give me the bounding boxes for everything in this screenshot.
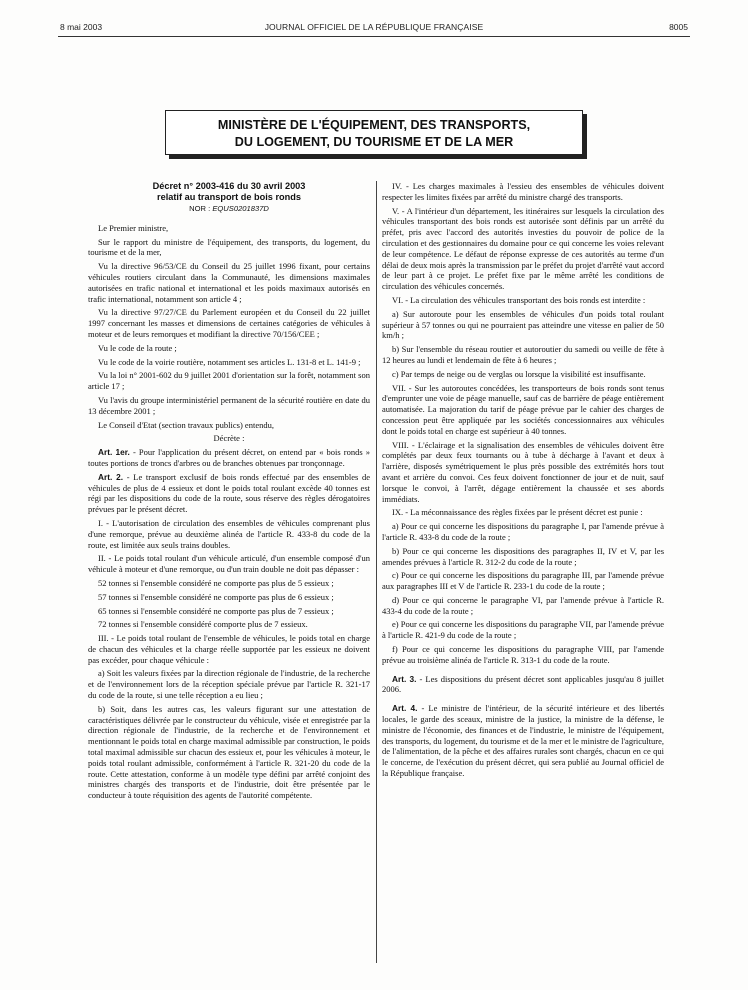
decree-title-line-1: Décret n° 2003-416 du 30 avril 2003 [152, 181, 306, 191]
preamble-paragraph: Vu le code de la route ; [98, 342, 177, 353]
article-2-paragraph: b) Pour ce qui concerne les dispositions des paragraphes II, IV et V, par les amendes prévues à l'article R. 312-2 du code de la route ; [382, 545, 664, 567]
preamble-paragraph: Vu l'avis du groupe interministériel permanent de la sécurité routière en date du 13 décembre 2001 ; [88, 394, 370, 416]
article-2-paragraph: d) Pour ce qui concerne le paragraphe VI, par l'amende prévue à l'article R. 433-4 du code de la route ; [382, 594, 664, 616]
header-rule [58, 36, 690, 37]
article-2-paragraph: a) Soit les valeurs fixées par la direction régionale de l'industrie, de la recherche et de l'environnement lors de la réception spéciale prévue par l'article R. 321-17 du code de la route, si une telle réception a eu lieu ; [88, 668, 370, 701]
article-2-label: Art. 2. [98, 471, 124, 482]
article-2-paragraph: c) Pour ce qui concerne les dispositions du paragraphe III, par l'amende prévue aux paragraphes III et V de l'article R. 233-1 du code de la route ; [382, 570, 664, 592]
preamble-paragraph: Sur le rapport du ministre de l'équipement, des transports, du logement, du tourisme et de la mer, [88, 236, 370, 258]
article-2-paragraph: 72 tonnes si l'ensemble considéré comporte plus de 7 essieux. [98, 619, 308, 630]
article-2-paragraph: VIII. - L'éclairage et la signalisation des ensembles de véhicules doivent être complétés par deux feux tournants ou à tube à décharge à l'avant et deux à l'arrière, disposés symétriquement le plus près possible des extrémités hors tout avant et arrière du convoi. Ces feux doivent fonctionner de jour et de nuit, sauf lorsque le convoi, à l'arrêt, dégage entièrement la chaussée et ses abords immédiats. [382, 439, 664, 504]
article-4-text: - Le ministre de l'intérieur, de la sécurité intérieure et des libertés locales, le garde des sceaux, ministre de la justice, la ministre de la défense, le ministre de l'économie, des finances et de l'industrie, le ministre de l'équipement, des transports, du logement, du tourisme et de la mer et le ministre de l'agriculture, de l'alimentation, de la pêche et des affaires rurales sont chargés, chacun en ce qui le concerne, de l'exécution du présent décret, qui sera publié au Journal officiel de la République française. [382, 703, 665, 779]
article-2-paragraph: 52 tonnes si l'ensemble considéré ne comporte pas plus de 5 essieux ; [98, 577, 334, 588]
article-2-paragraph: 65 tonnes si l'ensemble considéré ne comporte pas plus de 7 essieux ; [98, 605, 334, 616]
decree-title [88, 181, 370, 203]
article-2-paragraph: VII. - Sur les autoroutes concédées, les transporteurs de bois ronds sont tenus d'emprunter une voie de péage manuelle, sauf cas de barrière de péage entièrement automatisée. La majoration du tarif de péage prévue par le cahier des charges de concession peut être appliquée par les sociétés concessionnaires aux véhicules dont le poids total en charge est supérieur à 40 tonnes. [382, 382, 664, 436]
preamble-paragraph: Vu la directive 96/53/CE du Conseil du 25 juillet 1996 fixant, pour certains véhicules routiers circulant dans la Communauté, les dimensions maximales autorisées en trafic national et international et les poids maximaux autorisés en trafic international, notamment son article 4 ; [88, 261, 370, 304]
article-1-text: - Pour l'application du présent décret, on entend par « bois ronds » toutes portions de troncs d'arbres ou de branches obtenues par tronçonnage. [88, 447, 371, 468]
article-2-text: - Le transport exclusif de bois ronds effectué par des ensembles de véhicules de plus de 4 essieux et dont le poids total roulant excède 40 tonnes est régi par les dispositions du code de la route, sous réserve des règles dérogatoires prévues par le présent décret. [88, 471, 371, 515]
article-4-label: Art. 4. [392, 703, 418, 714]
article-2-paragraph: V. - A l'intérieur d'un département, les itinéraires sur lesquels la circulation des véhicules transportant des bois ronds est autorisée sont définis par un arrêté du préfet, pris avec l'accord des autorités investies du pouvoir de police de la circulation et des gestionnaires du domaine pour ce qui concerne les voies relevant de leur compétence. Le défaut de réponse expresse de ces autorités au terme d'un délai de deux mois après la transmission par le préfet du projet d'arrêté vaut accord de leur part à ce projet. Le préfet fixe par le même arrêté les conditions de circulation des véhicules concernés. [382, 205, 664, 292]
nor-value: EQUS0201837D [212, 204, 269, 213]
ministry-heading-box [165, 110, 583, 155]
ministry-line-1: MINISTÈRE DE L'ÉQUIPEMENT, DES TRANSPORTS, [217, 118, 531, 132]
article-2-paragraph: II. - Le poids total roulant d'un véhicule articulé, d'un ensemble composé d'un véhicule à moteur et d'une remorque, ou d'un train double ne doit pas dépasser : [88, 553, 370, 575]
article-2-paragraph: IX. - La méconnaissance des règles fixées par le présent décret est punie : [392, 507, 643, 518]
article-2-paragraph: f) Pour ce qui concerne les dispositions du paragraphe VIII, par l'amende prévue au troisième alinéa de l'article R. 313-1 du code de la route. [382, 644, 664, 665]
right-column [382, 181, 664, 782]
article-3-text: - Les dispositions du présent décret sont applicables jusqu'au 8 juillet 2006. [382, 673, 665, 695]
article-3-label: Art. 3. [392, 673, 417, 684]
article-2-paragraph: 57 tonnes si l'ensemble considéré ne comporte pas plus de 6 essieux ; [98, 591, 334, 602]
preamble-paragraph: Vu le code de la voirie routière, notamment ses articles L. 131-8 et L. 141-9 ; [98, 356, 361, 367]
page-number: 8005 [669, 22, 688, 32]
article-2-paragraph: IV. - Les charges maximales à l'essieu des ensembles de véhicules doivent respecter les limites fixées par arrêté du ministre chargé des transports. [382, 181, 664, 202]
article-2-paragraph: I. - L'autorisation de circulation des ensembles de véhicules comprenant plus d'une remorque, prévue au deuxième alinéa de l'article R. 433-8 du code de la route, est limitée aux seuls trains doubles. [88, 517, 370, 550]
article-4 [382, 703, 664, 779]
preamble-paragraph: Le Premier ministre, [98, 222, 169, 233]
article-1-label: Art. 1er. [98, 447, 130, 458]
article-2-paragraph: b) Soit, dans les autres cas, les valeurs figurant sur une attestation de caractéristiques délivrée par le constructeur du véhicule, visée et enregistrée par la direction régionale de l'industrie, de la recherche et de l'environnement et mentionnant le poids total en charge maximal admissible par construction, le poids total maximal admissible sur chacun des essieux et, pour les véhicules à moteur, le poids total roulant admissible, conformément à l'article R. 321-20 du code de la route. Cette attestation, conforme à un modèle type défini par arrêté conjoint des ministres chargés des transports et de l'industrie, doit être présentée par le conducteur à toute réquisition des agents de l'autorité compétente. [88, 703, 370, 801]
nor-reference [88, 204, 370, 215]
journal-title: JOURNAL OFFICIEL DE LA RÉPUBLIQUE FRANÇAISE [264, 22, 484, 32]
article-2-paragraph: e) Pour ce qui concerne les dispositions du paragraphe VII, par l'amende prévue à l'article R. 421-9 du code de la route ; [382, 619, 664, 641]
ministry-line-2: DU LOGEMENT, DU TOURISME ET DE LA MER [234, 135, 514, 149]
article-1 [88, 447, 370, 469]
preamble-paragraph: Vu la directive 97/27/CE du Parlement européen et du Conseil du 22 juillet 1997 concernant les masses et dimensions de certaines catégories de véhicules à moteur et de leurs remorques et modifiant la directive 70/156/CEE ; [88, 307, 370, 339]
preamble-paragraph: Vu la loi n° 2001-602 du 9 juillet 2001 d'orientation sur la forêt, notamment son article 17 ; [88, 370, 370, 392]
article-2 [88, 472, 370, 515]
article-2-paragraph: a) Sur autoroute pour les ensembles de véhicules d'un poids total roulant supérieur à 57 tonnes ou qui ne pourraient pas atteindre une vitesse en palier de 50 km/h ; [382, 308, 664, 341]
article-2-paragraph: VI. - La circulation des véhicules transportant des bois ronds est interdite : [392, 294, 646, 305]
article-2-paragraph: a) Pour ce qui concerne les dispositions du paragraphe I, par l'amende prévue à l'article R. 433-8 du code de la route ; [382, 521, 664, 542]
article-2-paragraph: c) Par temps de neige ou de verglas ou lorsque la visibilité est insuffisante. [392, 368, 646, 379]
left-column [88, 181, 370, 804]
decrete-heading: Décrète : [213, 433, 245, 444]
publication-date: 8 mai 2003 [60, 22, 103, 32]
nor-label: NOR : [189, 204, 211, 213]
preamble-paragraph: Le Conseil d'Etat (section travaux publics) entendu, [98, 419, 274, 430]
article-2-paragraph: III. - Le poids total roulant de l'ensemble de véhicules, le poids total en charge de chacun des véhicules et la charge réelle supportée par les essieux ne doivent pas excéder, pour chaque véhicule : [88, 633, 370, 665]
decree-title-line-2: relatif au transport de bois ronds [157, 192, 301, 202]
article-2-paragraph: b) Sur l'ensemble du réseau routier et autoroutier du samedi ou veille de fête à 12 heures au lundi et lendemain de fête à 6 heures ; [382, 344, 664, 365]
article-3 [382, 674, 664, 696]
column-divider [376, 181, 377, 963]
